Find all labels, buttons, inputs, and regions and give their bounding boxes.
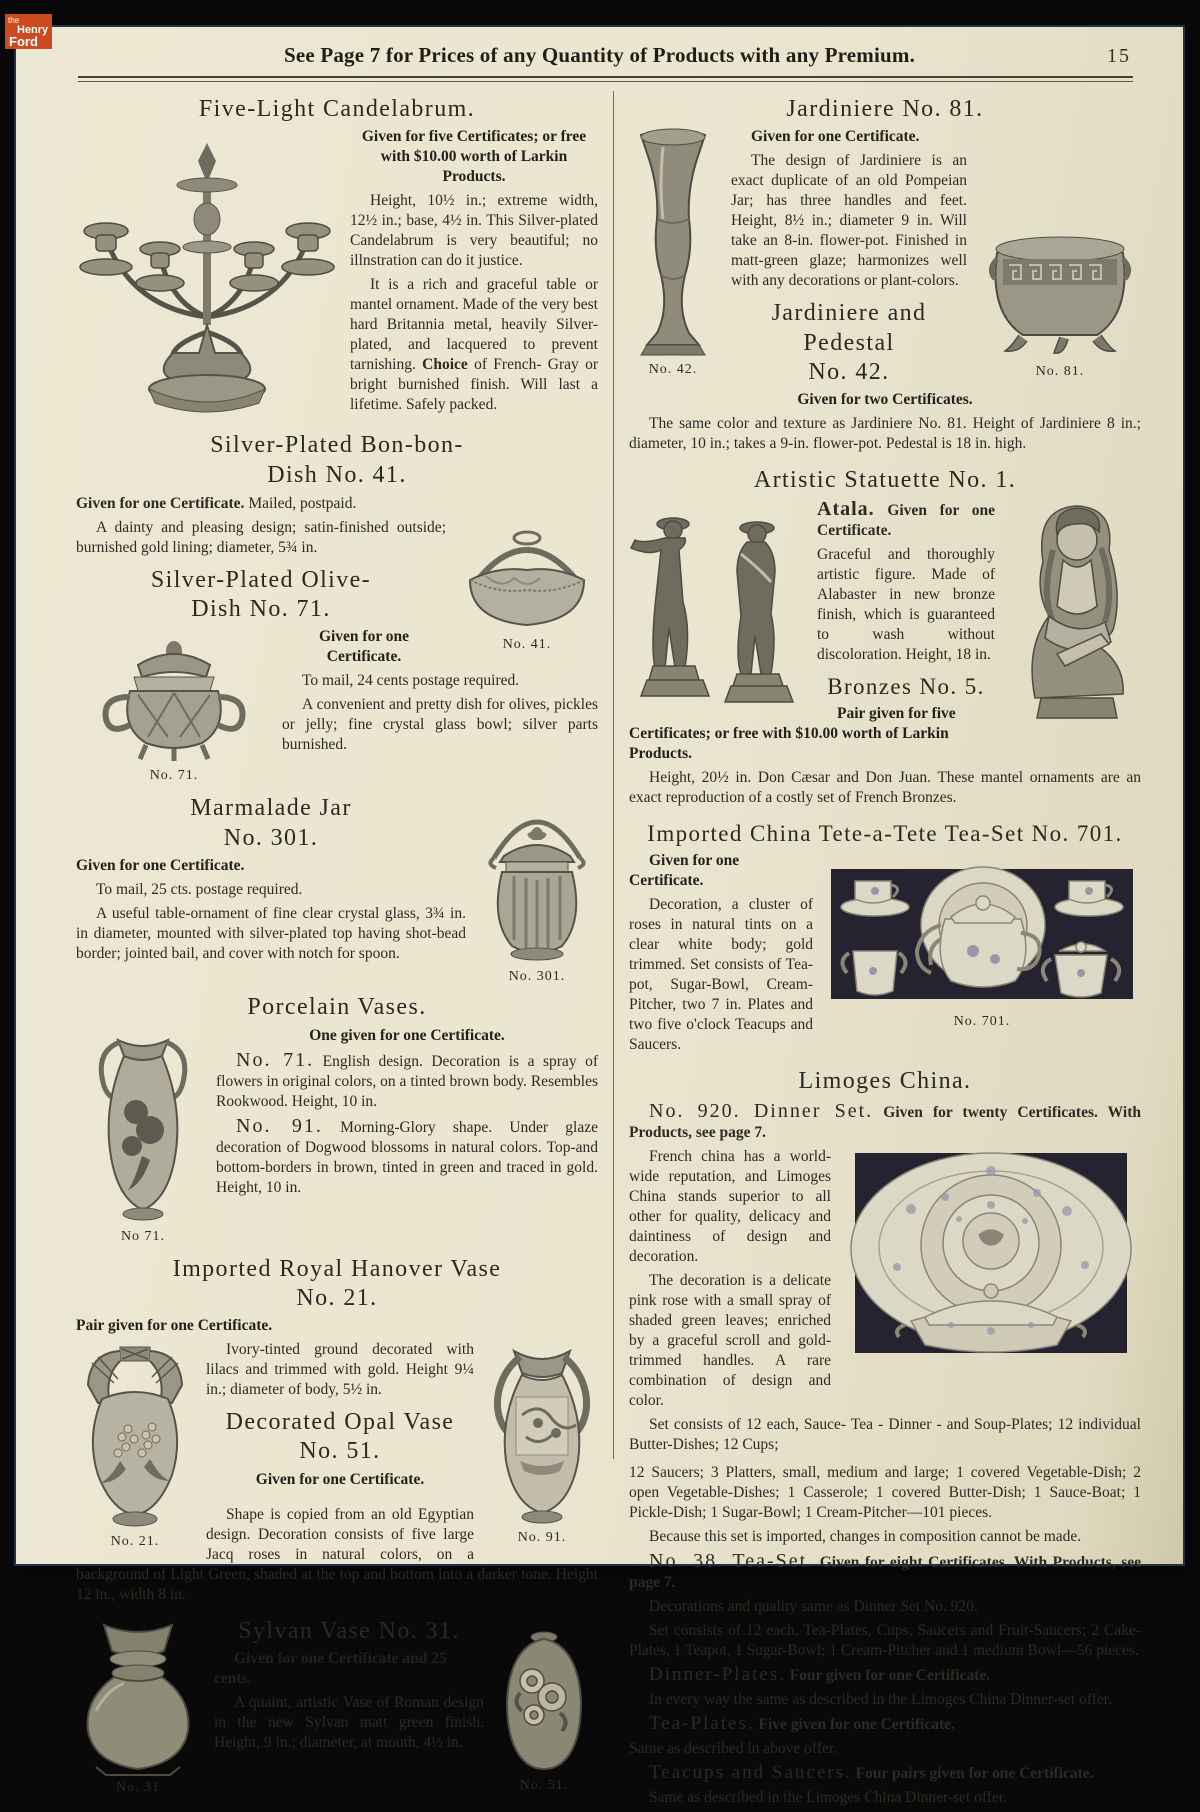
- pedestal-figure-caption: No. 42.: [648, 362, 698, 378]
- left-column: [76, 87, 598, 1796]
- sylvan-title: Sylvan Vase No. 31.: [238, 1617, 460, 1644]
- candelabrum-paragraph-1: Height, 10½ in.; extreme width, 12½ in.; base, 4½ in. This Silver-plated Candelabrum is very beautiful; no illnstration can do it justice.: [350, 192, 598, 270]
- sylvan-given: Given for one Certificate and 25 cents.: [214, 1649, 447, 1687]
- marmalade-title: Marmalade Jar No. 301.: [190, 795, 352, 851]
- marmalade-jar-illustration: [476, 796, 598, 985]
- logo-ford: Ford: [9, 34, 38, 49]
- statuettes-icon: [629, 506, 807, 718]
- candelabrum-icon: [76, 127, 338, 423]
- bonbon-given: Given for one Certificate. Mailed, postpaid.: [76, 494, 357, 512]
- limoges-paragraph-5: Because this set is imported, changes in composition cannot be made.: [649, 1527, 1082, 1545]
- column-divider: [613, 91, 614, 1459]
- bonbon-figure-caption: No. 41.: [502, 636, 552, 652]
- candelabrum-illustration: [76, 127, 338, 423]
- rose-vase-51-illustration: [494, 1629, 594, 1794]
- jardiniere-figure-caption: No. 81.: [1035, 364, 1085, 380]
- limoges-tea-paragraph-1: Decorations and quality same as Dinner Set No. 920.: [649, 1597, 978, 1615]
- sylvan-vase-31-illustration: [76, 1621, 200, 1796]
- jardiniere-42-title: Jardiniere and Pedestal No. 42.: [771, 300, 927, 385]
- limoges-paragraph-1: French china has a world-wide reputation, and Limoges China stands superior to all other for quality, delicacy and daintiness of design and decoration.: [629, 1147, 831, 1265]
- candelabrum-paragraph-2: It is a rich and graceful table or mantel ornament. Made of the very best hard Britannia metal, heavily Silver-plated, and lacquered to prevent tarnishing. Choice of French- Gray or bright burnished finish. Will last a lifetime. Safely packed.: [350, 276, 598, 414]
- vase-91-figure-caption: No. 91.: [517, 1530, 567, 1546]
- limoges-dinner-set-illustration: [841, 1149, 1141, 1371]
- vase-31-icon: [76, 1621, 200, 1779]
- vase-21-icon: [76, 1341, 194, 1533]
- teaset-icon: [823, 855, 1141, 1013]
- tea-plates-heading: Tea-Plates. Five given for one Certificate.: [649, 1712, 955, 1734]
- vase-51-icon: [494, 1629, 594, 1777]
- header-rule-bottom: [78, 81, 1133, 82]
- atala-bust-illustration: [1005, 498, 1141, 738]
- olive-paragraph-1: To mail, 24 cents postage required.: [302, 672, 520, 690]
- atala-bust-icon: [1005, 498, 1141, 738]
- jardiniere-81-paragraph: The design of Jardiniere is an exact duplicate of an old Pompeian Jar; has three handles and feet. Height, 8½ in.; diameter 9 in. Will take an 8-in. flower-pot. Finished in matt-green glaze; harmonizes well with any decorations or plant-colors.: [731, 152, 967, 290]
- vase-91-icon: [486, 1345, 598, 1529]
- olive-given: Given for one Certificate.: [318, 628, 410, 666]
- teacups-heading: Teacups and Saucers. Four pairs given for one Certificate.: [649, 1761, 1094, 1783]
- porcelain-vase-71-illustration: [84, 1028, 202, 1245]
- henry-ford-logo: [5, 14, 52, 49]
- jardiniere-81-illustration: [979, 223, 1141, 380]
- bonbon-paragraph: A dainty and pleasing design; satin-finished outside; burnished gold lining; diameter, 5¾ in.: [76, 518, 446, 556]
- dinner-plates-paragraph: In every way the same as described in the Limoges China Dinner-set offer.: [649, 1690, 1112, 1708]
- olive-title: Silver-Plated Olive- Dish No. 71.: [150, 566, 372, 623]
- marmalade-given: Given for one Certificate.: [76, 856, 245, 874]
- statuette-title: Artistic Statuette No. 1.: [753, 467, 1017, 494]
- jardiniere-42-given: Given for two Certificates.: [797, 391, 973, 409]
- limoges-paragraph-4: 12 Saucers; 3 Platters, small, medium and large; 1 covered Vegetable-Dish; 2 open Vegetable-Dishes; 1 Casserole; 1 covered Butter-Dish; 1 Sauce-Boat; 1 Pickle-Dish; 1 Sugar-Bowl; 1 Cream-Pitcher—101 pieces.: [629, 1463, 1141, 1521]
- right-column: [629, 87, 1141, 1812]
- candelabrum-given: Given for five Certificates; or free with $10.00 worth of Larkin Products.: [361, 128, 587, 186]
- teaset-701-illustration: [823, 855, 1141, 1030]
- jardiniere-42-paragraph: The same color and texture as Jardiniere No. 81. Height of Jardiniere 8 in.; diameter, 10 in.; takes a 9-in. flower-pot. Pedestal is 18 in. high.: [629, 415, 1141, 453]
- logo-henry: Henry: [17, 24, 49, 36]
- section-statuette: [629, 466, 1141, 812]
- porcelain-paragraph-71: No. 71. English design. Decoration is a spray of flowers in original colors, on a tinted brown body. Resembles Rookwood. Height, 10 in.: [216, 1048, 598, 1110]
- porcelain-title: Porcelain Vases.: [247, 994, 427, 1021]
- marmalade-figure-caption: No. 301.: [508, 969, 566, 985]
- limoges-tea-paragraph-2: Set consists of 12 each, Tea-Plates, Cups, Saucers and Fruit-Saucers; 2 Cake-Plates, 1 Teapot, 1 Sugar-Bowl; 1 Cream-Pitcher and 1 medium Bowl—56 pieces.: [629, 1621, 1141, 1659]
- section-marmalade: [76, 794, 598, 985]
- olive-dish-illustration: [76, 631, 272, 784]
- section-sylvan: [76, 1617, 598, 1796]
- pedestal-42-illustration: [629, 127, 717, 378]
- limoges-paragraph-3: Set consists of 12 each, Sauce- Tea - Dinner - and Soup-Plates; 12 individual Butter-Dishes; 12 Cups;: [629, 1415, 1141, 1453]
- opal-title: Decorated Opal Vase No. 51.: [225, 1409, 455, 1465]
- page-number: 15: [1107, 45, 1131, 67]
- teacups-paragraph: Same as described in the Limoges China Dinner-set offer.: [649, 1788, 1007, 1806]
- bronzes-given: Pair given for five Certificates; or free with $10.00 worth of Larkin Products.: [629, 705, 956, 763]
- teaset-title: Imported China Tete-a-Tete Tea-Set No. 701.: [647, 821, 1123, 847]
- olive-paragraph-2: A convenient and pretty dish for olives, pickles or jelly; fine crystal glass bowl; silver parts burnished.: [282, 696, 598, 754]
- logo-the: the: [8, 16, 20, 25]
- rose-vase-figure-caption: No. 51.: [519, 1777, 569, 1793]
- header-notice: See Page 7 for Prices of any Quantity of Products with any Premium.: [283, 43, 916, 67]
- marmalade-paragraph-2: A useful table-ornament of fine clear crystal glass, 3¾ in. in diameter, mounted with silver-plated top having shot-bead border; jointed bail, and cover with notch for spoon.: [76, 904, 466, 962]
- bonbon-dish-illustration: [456, 524, 598, 653]
- hanover-vase-21-illustration: [76, 1341, 194, 1550]
- dinner-plates-heading: Dinner-Plates. Four given for one Certificate.: [649, 1663, 991, 1685]
- section-jardiniere: [629, 95, 1141, 458]
- porcelain-71-figure-caption: No 71.: [120, 1228, 166, 1244]
- bronzes-paragraph: Height, 20½ in. Don Cæsar and Don Juan. These mantel ornaments are an exact reproduction of a costly set of French Bronzes.: [629, 769, 1141, 807]
- statuette-given-line: Atala. Given for one Certificate.: [817, 498, 995, 540]
- bronzes-title: Bronzes No. 5.: [827, 674, 985, 700]
- opal-paragraph: Shape is copied from an old Egyptian design. Decoration consists of five large Jacq roses in natural colors, on a background of Light Green, shaded at the top and bottom into a darker tone. Height 12 in., width 8 in.: [76, 1505, 598, 1603]
- basket-icon: [456, 524, 598, 636]
- section-teaset-701: [629, 820, 1141, 1059]
- limoges-tea-heading: No. 38. Tea-Set. Given for eight Certificates. With Products, see page 7.: [629, 1549, 1142, 1591]
- catalog-page: [16, 24, 1183, 1806]
- sylvan-paragraph: A quaint, artistic Vase of Roman design in the new Sylvan matt green finish. Height, 9 in.; diameter, at mouth, 4½ in.: [214, 1693, 484, 1751]
- jardiniere-81-title: Jardiniere No. 81.: [786, 96, 984, 122]
- section-limoges: [629, 1067, 1141, 1807]
- teaset-figure-caption: No. 701.: [953, 1014, 1011, 1030]
- section-bonbon-olive: [76, 431, 598, 786]
- jardiniere-81-given: Given for one Certificate.: [751, 128, 920, 146]
- olive-figure-caption: No. 71.: [149, 768, 199, 784]
- hanover-paragraph: Ivory-tinted ground decorated with lilacs and trimmed with gold. Height 9¼ in.; diameter of body, 5½ in.: [206, 1341, 474, 1399]
- candelabrum-title: Five-Light Candelabrum.: [198, 96, 476, 122]
- limoges-title: Limoges China.: [798, 1068, 972, 1095]
- hanover-21-figure-caption: No. 21.: [110, 1534, 160, 1550]
- teaset-paragraph: Decoration, a cluster of roses in natural tints on a clear white body; gold trimmed. Set consists of Tea-pot, Sugar-Bowl, Cream-Pitcher, two 7 in. Plates and two five o'clock Teacups and Saucers.: [629, 896, 813, 1054]
- olive-jar-icon: [76, 631, 272, 767]
- porcelain-given: One given for one Certificate.: [309, 1026, 505, 1044]
- tea-plates-paragraph: Same as described in above offer.: [629, 1739, 838, 1757]
- opal-given: Given for one Certificate.: [255, 1470, 425, 1488]
- marmalade-paragraph-1: To mail, 25 cts. postage required.: [96, 880, 303, 898]
- statuette-paragraph: Graceful and thoroughly artistic figure. Made of Alabaster in new bronze finish, which is guaranteed to wash without discoloration. Height, 18 in.: [817, 546, 995, 664]
- jardiniere-icon: [979, 223, 1141, 363]
- section-candelabrum: [76, 95, 598, 423]
- limoges-dinner-heading: No. 920. Dinner Set. Given for twenty Certificates. With Products, see page 7.: [629, 1099, 1141, 1141]
- section-porcelain-vases: [76, 993, 598, 1246]
- pedestal-icon: [629, 127, 717, 361]
- vase-71-icon: [84, 1028, 202, 1228]
- header-rule-top: [78, 76, 1133, 78]
- hanover-given: Pair given for one Certificate.: [76, 1317, 273, 1335]
- dinner-set-icon: [841, 1149, 1141, 1371]
- marmalade-jar-icon: [476, 796, 598, 968]
- porcelain-paragraph-91: No. 91. Morning-Glory shape. Under glaze decoration of Dogwood blossoms in natural colors. Top-and bottom-borders in brown, tinted in green and traced in gold. Height, 10 in.: [216, 1114, 598, 1196]
- statuettes-illustration: [629, 506, 807, 718]
- teaset-given: Given for one Certificate.: [629, 852, 740, 890]
- hanover-title: Imported Royal Hanover Vase No. 21.: [172, 1255, 502, 1311]
- section-hanover-opal: [76, 1255, 598, 1609]
- limoges-paragraph-2: The decoration is a delicate pink rose with a small spray of shaded green leaves; enriched by a graceful scroll and gold-trimmed handles. A rare combination of design and color.: [629, 1271, 831, 1409]
- vase-91-illustration: [486, 1345, 598, 1546]
- sylvan-figure-caption: No. 31: [115, 1779, 161, 1795]
- bonbon-title: Silver-Plated Bon-bon- Dish No. 41.: [210, 432, 464, 488]
